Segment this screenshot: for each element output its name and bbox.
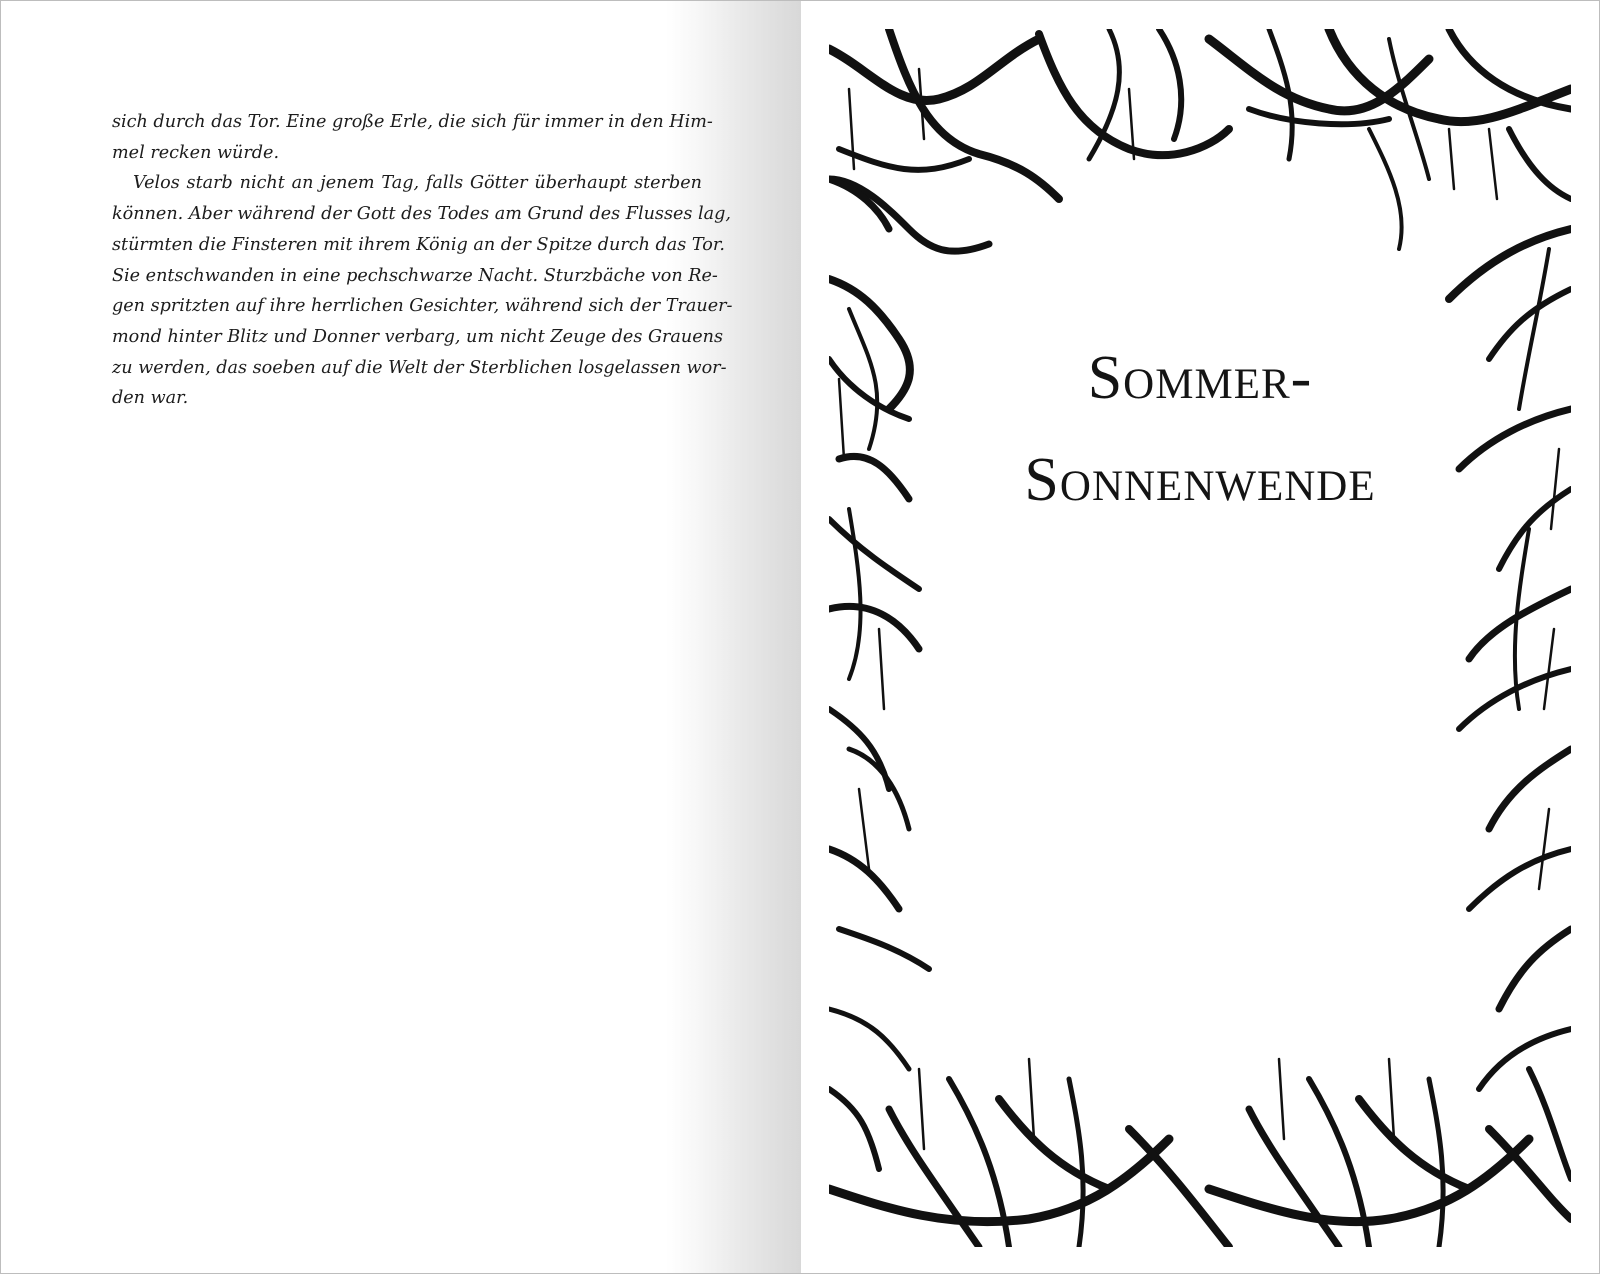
text-line: sich durch das Tor. Eine große Erle, die sich für immer in den Him- — [112, 112, 713, 132]
left-page — [1, 1, 801, 1273]
right-page — [801, 1, 1599, 1273]
text-line: mel recken würde. — [112, 142, 280, 163]
chapter-title-line-2: Sonnenwende — [1024, 446, 1376, 514]
chapter-title-line-1: Sommer- — [1087, 344, 1313, 412]
branch-border-illustration — [829, 29, 1571, 1247]
text-line: Sie entschwanden in eine pechschwarze Nacht. Sturzbäche von Re- — [112, 265, 718, 286]
text-line: können. Aber während der Gott des Todes am Grund des Flusses lag, — [112, 204, 731, 225]
text-line: zu werden, das soeben auf die Welt der Sterblichen losgelassen wor- — [112, 357, 727, 378]
text-line: mond hinter Blitz und Donner verbarg, um nicht Zeuge des Grauens — [112, 326, 724, 347]
text-line: gen spritzten auf ihre herrlichen Gesichter, während sich der Trauer- — [112, 296, 733, 317]
body-text — [112, 107, 733, 414]
text-line: stürmten die Finsteren mit ihrem König an der Spitze durch das Tor. — [112, 234, 725, 255]
chapter-title — [901, 327, 1499, 531]
text-line: Velos starb nicht an jenem Tag, falls Götter überhaupt sterben — [133, 173, 702, 194]
text-line: den war. — [112, 388, 189, 409]
